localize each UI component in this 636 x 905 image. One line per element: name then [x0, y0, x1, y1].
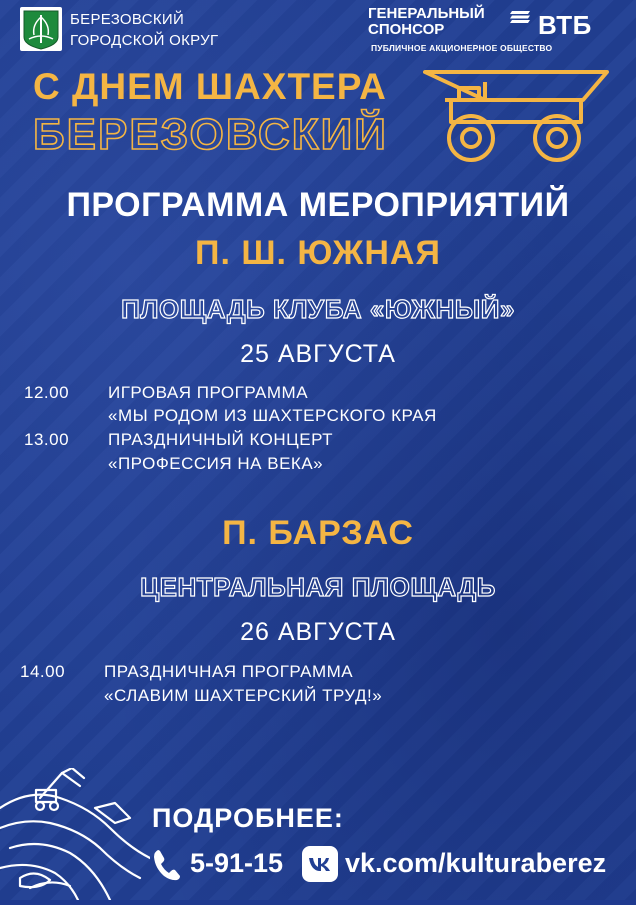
city-logo-icon — [20, 7, 62, 51]
event-title: ПРАЗДНИЧНАЯ ПРОГРАММА — [104, 662, 354, 681]
sponsor-label: ГЕНЕРАЛЬНЫЙ СПОНСОР — [368, 5, 485, 38]
program-heading: ПРОГРАММА МЕРОПРИЯТИЙ — [66, 186, 570, 224]
sponsor-brand: ВТБ — [538, 10, 592, 40]
venue-place: П. Ш. ЮЖНАЯ — [195, 234, 441, 272]
dump-truck-icon — [423, 70, 609, 165]
mine-illustration-icon — [0, 768, 150, 900]
venue-place: П. БАРЗАС — [222, 514, 414, 552]
venue-location: ПЛОЩАДЬ КЛУБА «ЮЖНЫЙ» — [121, 294, 515, 324]
event-subtitle: «МЫ РОДОМ ИЗ ШАХТЕРСКОГО КРАЯ — [108, 406, 437, 425]
more-info-label: ПОДРОБНЕЕ: — [152, 803, 344, 833]
event-time: 13.00 — [24, 430, 70, 449]
vtb-logo-icon — [510, 10, 532, 22]
venue-date: 26 АВГУСТА — [240, 618, 396, 646]
vk-icon — [302, 846, 338, 882]
organization-name: БЕРЕЗОВСКИЙ ГОРОДСКОЙ ОКРУГ — [70, 11, 219, 49]
vk-link[interactable]: vk.com/kulturaberez — [345, 848, 607, 878]
city-title: БЕРЕЗОВСКИЙ — [33, 110, 388, 159]
phone-number[interactable]: 5-91-15 — [190, 848, 284, 878]
event-title: ПРАЗДНИЧНЫЙ КОНЦЕРТ — [108, 430, 334, 449]
event-subtitle: «СЛАВИМ ШАХТЕРСКИЙ ТРУД!» — [104, 686, 383, 705]
sponsor-subtitle: ПУБЛИЧНОЕ АКЦИОНЕРНОЕ ОБЩЕСТВО — [371, 43, 553, 53]
holiday-title: С ДНЕМ ШАХТЕРА — [33, 66, 387, 107]
venue-location: ЦЕНТРАЛЬНАЯ ПЛОЩАДЬ — [140, 572, 496, 602]
venue-date: 25 АВГУСТА — [240, 340, 396, 368]
event-time: 12.00 — [24, 383, 70, 402]
event-subtitle: «ПРОФЕССИЯ НА ВЕКА» — [108, 454, 324, 473]
event-title: ИГРОВАЯ ПРОГРАММА — [108, 383, 309, 402]
event-time: 14.00 — [20, 662, 66, 681]
phone-icon — [152, 848, 182, 882]
